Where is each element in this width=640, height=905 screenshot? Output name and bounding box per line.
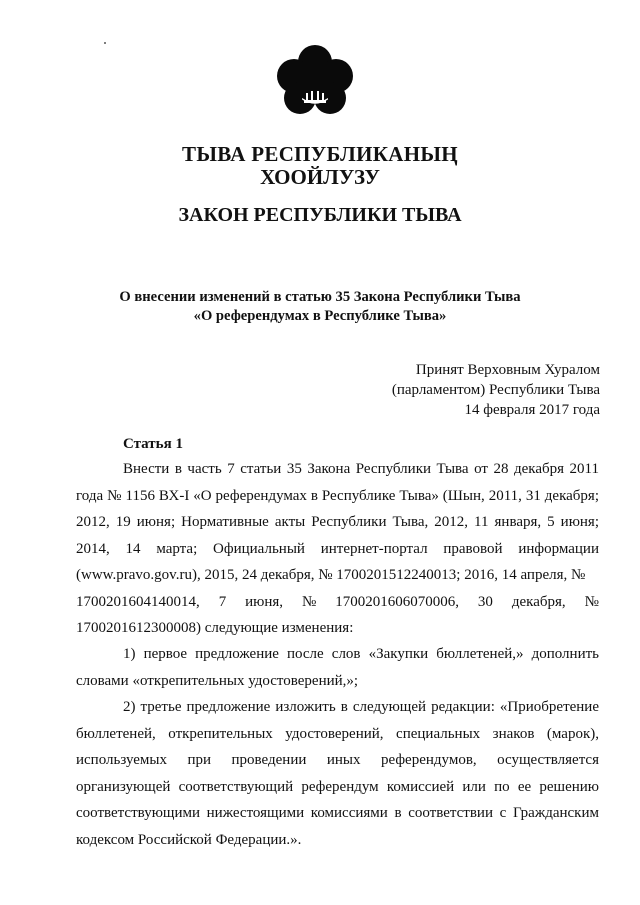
numbers-row-token: декабря, (511, 593, 566, 610)
law-word-tuvan: ХООЙЛУЗУ (260, 165, 380, 189)
adoption-date: 14 февраля 2017 года (464, 402, 600, 418)
article-intro-paragraph (76, 456, 599, 642)
coat-of-arms-emblem (272, 40, 358, 120)
adoption-line2: (парламентом) Республики Тыва (391, 382, 600, 398)
law-title-line1: О внесении изменений в статью 35 Закона Республики Тыва (119, 289, 521, 305)
article-heading: Статья 1 (123, 436, 183, 452)
numbers-row-token: 1700201606070006, (335, 593, 459, 610)
numbers-row-token: 7 (218, 593, 227, 610)
republic-name-tuvan: ТЫВА РЕСПУБЛИКАНЫҢ (182, 142, 458, 166)
adoption-line1: Принят Верховным Хуралом (415, 362, 600, 378)
adoption-note (270, 360, 600, 420)
numbers-row-token: июня, (245, 593, 284, 610)
numbers-row-token: 1700201604140014, (76, 593, 200, 610)
scan-speck (104, 42, 106, 44)
numbers-row-token: № (301, 593, 317, 610)
article-intro-text: Внести в часть 7 статьи 35 Закона Республики Тыва от 28 декабря 2011 года № 1156 ВХ-I «О референдумах в Республике Тыва» (Шын, 2011, 31 декабря; 2012, 19 июня; Нормативные акты Республики Тыва, 2012, 11 января, 5 июня; 2014, 14 марта; Официальный интернет-портал правовой информации (www.pravo.gov.ru), 2015, 24 декабря, № 1700201512240013; 2016, 14 апреля, № (76, 461, 599, 583)
article-item-1: 1) первое предложение после слов «Закупки бюллетеней,» дополнить словами «открепительных удостоверений,»; (76, 646, 599, 689)
law-title-line2: «О референдумах в Республике Тыва» (193, 308, 447, 324)
law-heading: ЗАКОН РЕСПУБЛИКИ ТЫВА (178, 204, 462, 226)
article-intro-end: 1700201612300008) следующие изменения: (76, 620, 354, 636)
numbers-row-token: № (584, 593, 599, 610)
numbers-row (76, 589, 599, 616)
article-item-2: 2) третье предложение изложить в следующей редакции: «Приобретение бюллетеней, открепительных удостоверений, специальных знаков (марок), используемых при проведении иных референдумов, осуществляется организующей соответствующий референдум комиссией или по ее решению соответствующими нижестоящими комиссиями в соответствии с Гражданским кодексом Российской Федерации.». (76, 699, 599, 848)
numbers-row-token: 30 (477, 593, 493, 610)
